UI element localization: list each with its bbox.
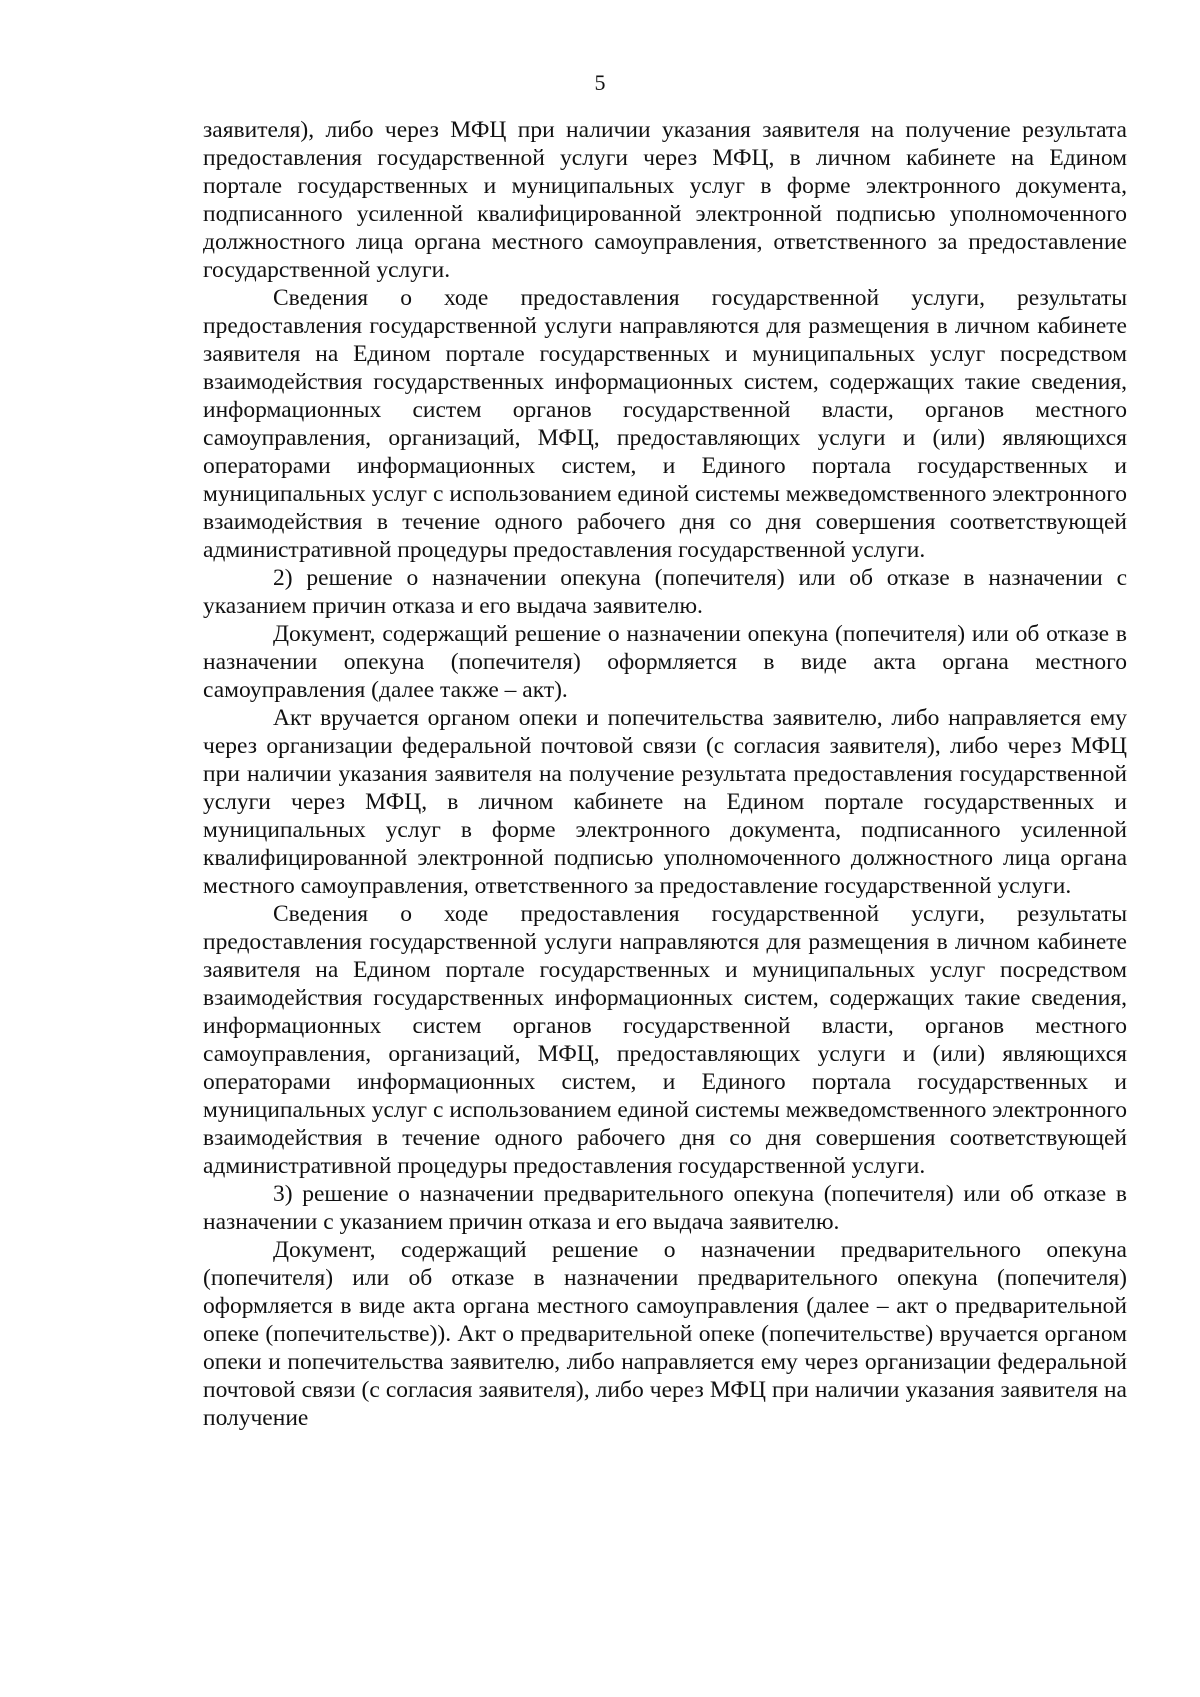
paragraph-8: Документ, содержащий решение о назначении предварительного опекуна (попечителя) или об отказе в назначении предварительного опекуна (попечителя) оформляется в виде акта органа местного самоуправления (далее – акт о предварительной опеке (попечительстве)). Акт о предварительной опеке (попечительстве) вручается органом опеки и попечительства заявителю, либо направляется ему через организации федеральной почтовой связи (с согласия заявителя), либо через МФЦ при наличии указания заявителя на получение	[203, 1237, 1127, 1431]
body-text	[203, 116, 1127, 1432]
paragraph-4: Документ, содержащий решение о назначении опекуна (попечителя) или об отказе в назначении опекуна (попечителя) оформляется в виде акта органа местного самоуправления (далее также – акт).	[203, 621, 1127, 703]
page-number: 5	[594, 70, 606, 95]
paragraph-3: 2) решение о назначении опекуна (попечителя) или об отказе в назначении с указанием причин отказа и его выдача заявителю.	[203, 565, 1127, 619]
paragraph-7: 3) решение о назначении предварительного опекуна (попечителя) или об отказе в назначении с указанием причин отказа и его выдача заявителю.	[203, 1181, 1127, 1235]
paragraph-6: Сведения о ходе предоставления государственной услуги, результаты предоставления государственной услуги направляются для размещения в личном кабинете заявителя на Едином портале государственных и муниципальных услуг посредством взаимодействия государственных информационных систем, содержащих такие сведения, информационных систем органов государственной власти, органов местного самоуправления, организаций, МФЦ, предоставляющих услуги и (или) являющихся операторами информационных систем, и Единого портала государственных и муниципальных услуг с использованием единой системы межведомственного электронного взаимодействия в течение одного рабочего дня со дня совершения соответствующей административной процедуры предоставления государственной услуги.	[203, 901, 1127, 1179]
paragraph-2: Сведения о ходе предоставления государственной услуги, результаты предоставления государственной услуги направляются для размещения в личном кабинете заявителя на Едином портале государственных и муниципальных услуг посредством взаимодействия государственных информационных систем, содержащих такие сведения, информационных систем органов государственной власти, органов местного самоуправления, организаций, МФЦ, предоставляющих услуги и (или) являющихся операторами информационных систем, и Единого портала государственных и муниципальных услуг с использованием единой системы межведомственного электронного взаимодействия в течение одного рабочего дня со дня совершения соответствующей административной процедуры предоставления государственной услуги.	[203, 285, 1127, 563]
paragraph-1: заявителя), либо через МФЦ при наличии указания заявителя на получение результата предоставления государственной услуги через МФЦ, в личном кабинете на Едином портале государственных и муниципальных услуг в форме электронного документа, подписанного усиленной квалифицированной электронной подписью уполномоченного должностного лица органа местного самоуправления, ответственного за предоставление государственной услуги.	[203, 117, 1127, 283]
paragraph-5: Акт вручается органом опеки и попечительства заявителю, либо направляется ему через организации федеральной почтовой связи (с согласия заявителя), либо через МФЦ при наличии указания заявителя на получение результата предоставления государственной услуги через МФЦ, в личном кабинете на Едином портале государственных и муниципальных услуг в форме электронного документа, подписанного усиленной квалифицированной электронной подписью уполномоченного должностного лица органа местного самоуправления, ответственного за предоставление государственной услуги.	[203, 705, 1127, 899]
